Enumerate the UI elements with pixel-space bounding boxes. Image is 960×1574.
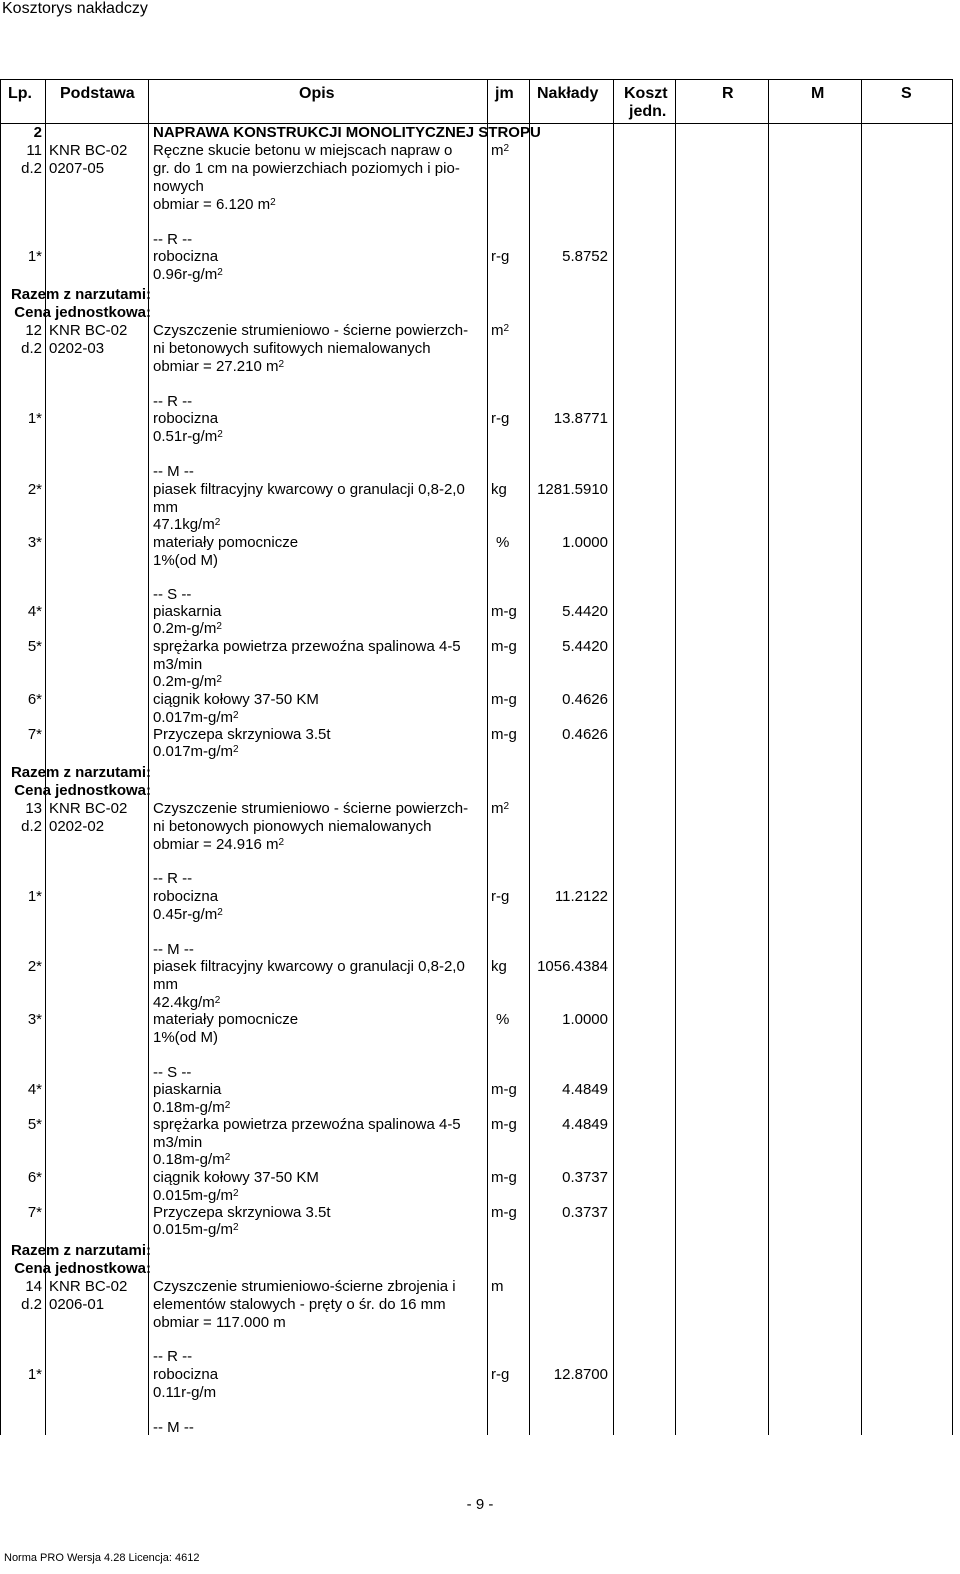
resource-norm-value: 1%(od M) [153,552,219,569]
labour-group-label: -- R -- [153,231,193,248]
group-header [0,393,953,411]
razem-label: Razem z narzutami: [10,1242,151,1259]
summary-row [0,782,953,800]
position-obmiar: obmiar = 117.000 m [153,1314,286,1331]
resource-unit: m-g [491,1081,517,1098]
resource-unit: m-g [491,1116,517,1133]
position-row-2 [0,818,953,836]
resource-unit: % [496,534,510,551]
resource-quantity: 0.3737 [562,1204,608,1221]
resource-quantity: 4.4849 [562,1081,608,1098]
summary-row [0,764,953,782]
position-description: nowych [153,178,204,195]
resource-norm [0,1099,953,1117]
resource-number: 7* [27,1204,42,1221]
resource-unit: m-g [491,603,517,620]
resource-unit: kg [491,481,507,498]
resource-norm-value: $0.2m-g/m^2$ [153,673,222,690]
resource-name-cont [0,656,953,674]
resource-norm [0,1221,953,1239]
resource-norm [0,516,953,534]
position-description: Ręczne skucie betonu w miejscach napraw o [153,142,453,159]
razem-label: Razem z narzutami: [10,764,151,781]
resource-quantity: 0.4626 [562,726,608,743]
resource-name-line2: m3/min [153,656,203,673]
position-number: 14 [25,1278,42,1295]
position-dept: d.2 [21,1296,42,1313]
resource-name: sprężarka powietrza przewoźna spalinowa 4-5 [153,638,461,655]
position-number: 12 [25,322,42,339]
resource-name: ciągnik kołowy 37-50 KM [153,691,319,708]
resource-unit: m-g [491,726,517,743]
resource-quantity: 0.3737 [562,1169,608,1186]
resource-number: 3* [27,534,42,551]
resource-row [0,888,953,906]
position-row [0,1278,953,1296]
resource-row [0,726,953,744]
resource-name-line2: m3/min [153,1134,203,1151]
resource-quantity: 1056.4384 [537,958,608,975]
resource-norm [0,743,953,761]
position-row-2 [0,160,953,178]
resource-quantity: 11.2122 [554,888,608,905]
resource-row [0,248,953,266]
position-obmiar: obmiar = 27.210 $m^2$ [153,358,285,375]
resource-row [0,1116,953,1134]
resource-quantity: 4.4849 [562,1116,608,1133]
resource-quantity: 12.8700 [553,1366,608,1383]
header-r: R [722,85,734,102]
header-m: M [811,85,825,102]
razem-label: Razem z narzutami: [10,286,151,303]
resource-name: Przyczepa skrzyniowa 3.5t [153,726,331,743]
header-koszt-jedn: jedn. [629,103,667,120]
position-obmiar: obmiar = 6.120 $m^2$ [153,196,276,213]
position-description: elementów stalowych - pręty o śr. do 16 mm [153,1296,446,1313]
resource-unit: r-g [491,410,510,427]
material-group-label: -- M -- [153,1419,194,1436]
group-header [0,463,953,481]
resource-norm-value: $0.2m-g/m^2$ [153,620,222,637]
resource-unit: r-g [491,248,510,265]
resource-name: piasek filtracyjny kwarcowy o granulacji 0,8-2,0 [153,958,465,975]
position-dept: d.2 [21,818,42,835]
resource-norm-value: 0.11r-g/m [153,1384,217,1401]
resource-name-cont [0,976,953,994]
header-lp: Lp. [8,85,32,102]
resource-row [0,1204,953,1222]
header-naklady: Nakłady [537,85,599,102]
position-number: 13 [25,800,42,817]
summary-row [0,286,953,304]
resource-unit: r-g [491,1366,510,1383]
resource-unit: m-g [491,1169,517,1186]
material-group-label: -- M -- [153,941,194,958]
resource-norm-value: $0.51r-g/m^2$ [153,428,223,445]
header-opis: Opis [299,85,335,102]
position-number: 11 [26,142,42,159]
position-description: Czyszczenie strumieniowo - ścierne powierzch- [153,800,469,817]
resource-number: 4* [27,603,42,620]
labour-group-label: -- R -- [153,870,193,887]
resource-quantity: 1.0000 [562,1011,608,1028]
page-number: - 9 - [466,1496,494,1513]
resource-norm [0,266,953,284]
header-s: S [901,85,912,102]
cena-label: Cena jednostkowa: [14,304,151,321]
resource-number: 5* [27,1116,42,1133]
resource-norm [0,673,953,691]
resource-norm [0,428,953,446]
resource-name: Przyczepa skrzyniowa 3.5t [153,1204,331,1221]
group-header [0,870,953,888]
position-source: KNR BC-02 [49,322,128,339]
resource-name: materiały pomocnicze [153,1011,299,1028]
position-measure [0,196,953,214]
resource-row [0,691,953,709]
equipment-group-label: -- S -- [153,586,192,603]
position-description: gr. do 1 cm na powierzchiach poziomych i pio- [153,160,460,177]
group-header [0,586,953,604]
position-source: KNR BC-02 [49,1278,128,1295]
summary-row [0,304,953,322]
resource-norm-value: $47.1kg/m^2$ [153,516,221,533]
resource-unit: % [496,1011,510,1028]
chapter-title: NAPRAWA KONSTRUKCJI MONOLITYCZNEJ STROPU [153,124,541,141]
resource-row [0,410,953,428]
license-footer: Norma PRO Wersja 4.28 Licencja: 4612 [4,1552,200,1564]
resource-norm-value: $0.45r-g/m^2$ [153,906,223,923]
position-unit: $m^2$ [491,800,510,817]
resource-row [0,1011,953,1029]
position-source: KNR BC-02 [49,142,128,159]
position-measure [0,1314,953,1332]
position-source-code: 0206-01 [49,1296,105,1313]
resource-name: robocizna [153,1366,219,1383]
resource-norm-value: $0.017m-g/m^2$ [153,709,239,726]
summary-row [0,1242,953,1260]
resource-number: 7* [27,726,42,743]
resource-quantity: 1.0000 [562,534,608,551]
resource-row [0,534,953,552]
position-row [0,142,953,160]
group-header [0,1419,953,1437]
position-source-code: 0202-03 [49,340,105,357]
header-podstawa: Podstawa [60,85,135,102]
chapter-row [0,124,953,142]
resource-number: 1* [27,888,42,905]
header-jm: jm [495,85,514,102]
position-row [0,800,953,818]
group-header [0,1348,953,1366]
position-description: ni betonowych sufitowych niemalowanych [153,340,431,357]
resource-norm [0,1384,953,1402]
group-header [0,941,953,959]
resource-name: piaskarnia [153,603,222,620]
cena-label: Cena jednostkowa: [14,1260,151,1277]
resource-unit: kg [491,958,507,975]
position-measure [0,836,953,854]
resource-quantity: 1281.5910 [537,481,608,498]
resource-row [0,481,953,499]
position-source-code: 0202-02 [49,818,105,835]
position-source: KNR BC-02 [49,800,128,817]
resource-name: piasek filtracyjny kwarcowy o granulacji 0,8-2,0 [153,481,465,498]
document-title: Kosztorys nakładczy [2,0,148,17]
resource-name: robocizna [153,248,219,265]
resource-quantity: 13.8771 [553,410,608,427]
resource-row [0,1081,953,1099]
resource-row [0,603,953,621]
resource-number: 2* [27,481,42,498]
resource-quantity: 0.4626 [562,691,608,708]
resource-norm-value: $0.96r-g/m^2$ [153,266,223,283]
resource-name-cont [0,499,953,517]
cena-label: Cena jednostkowa: [14,782,151,799]
resource-name: robocizna [153,410,219,427]
resource-norm [0,1187,953,1205]
resource-number: 5* [27,638,42,655]
resource-name: materiały pomocnicze [153,534,299,551]
resource-norm [0,906,953,924]
position-description: Czyszczenie strumieniowo-ścierne zbrojenia i [153,1278,456,1295]
resource-name: ciągnik kołowy 37-50 KM [153,1169,319,1186]
header-koszt: Koszt [624,85,668,102]
group-header [0,231,953,249]
resource-name-line2: mm [153,499,178,516]
resource-number: 1* [27,410,42,427]
resource-norm [0,709,953,727]
resource-quantity: 5.8752 [562,248,608,265]
resource-name: piaskarnia [153,1081,222,1098]
resource-row [0,958,953,976]
resource-number: 1* [27,1366,42,1383]
resource-number: 6* [27,691,42,708]
group-header [0,1064,953,1082]
resource-number: 1* [27,248,42,265]
resource-unit: m-g [491,691,517,708]
labour-group-label: -- R -- [153,393,193,410]
resource-norm-value: $0.18m-g/m^2$ [153,1099,231,1116]
resource-row [0,638,953,656]
resource-quantity: 5.4420 [562,603,608,620]
resource-norm-value: $0.017m-g/m^2$ [153,743,239,760]
resource-number: 2* [27,958,42,975]
position-measure [0,358,953,376]
resource-number: 4* [27,1081,42,1098]
resource-quantity: 5.4420 [562,638,608,655]
resource-unit: m-g [491,1204,517,1221]
position-dept: d.2 [21,340,42,357]
summary-row [0,1260,953,1278]
resource-norm-value: 1%(od M) [153,1029,219,1046]
position-row-2 [0,340,953,358]
resource-norm [0,1151,953,1169]
resource-name: sprężarka powietrza przewoźna spalinowa 4-5 [153,1116,461,1133]
resource-norm [0,552,953,570]
position-row-3 [0,178,953,196]
resource-name: robocizna [153,888,219,905]
resource-unit: m-g [491,638,517,655]
resource-norm [0,620,953,638]
resource-norm [0,1029,953,1047]
resource-name-line2: mm [153,976,178,993]
position-description: ni betonowych pionowych niemalowanych [153,818,432,835]
position-unit: $m^2$ [491,142,510,159]
position-description: Czyszczenie strumieniowo - ścierne powierzch- [153,322,469,339]
resource-norm-value: $0.015m-g/m^2$ [153,1221,239,1238]
resource-number: 6* [27,1169,42,1186]
position-unit: m [491,1278,504,1295]
material-group-label: -- M -- [153,463,194,480]
resource-row [0,1169,953,1187]
resource-row [0,1366,953,1384]
resource-norm-value: $42.4kg/m^2$ [153,994,221,1011]
position-dept: d.2 [21,160,42,177]
position-obmiar: obmiar = 24.916 $m^2$ [153,836,285,853]
resource-unit: r-g [491,888,510,905]
equipment-group-label: -- S -- [153,1064,192,1081]
position-row [0,322,953,340]
position-source-code: 0207-05 [49,160,105,177]
resource-norm [0,994,953,1012]
position-unit: $m^2$ [491,322,510,339]
resource-norm-value: $0.015m-g/m^2$ [153,1187,239,1204]
resource-norm-value: $0.18m-g/m^2$ [153,1151,231,1168]
resource-name-cont [0,1134,953,1152]
resource-number: 3* [27,1011,42,1028]
position-row-2 [0,1296,953,1314]
chapter-number: 2 [33,124,42,141]
labour-group-label: -- R -- [153,1348,193,1365]
